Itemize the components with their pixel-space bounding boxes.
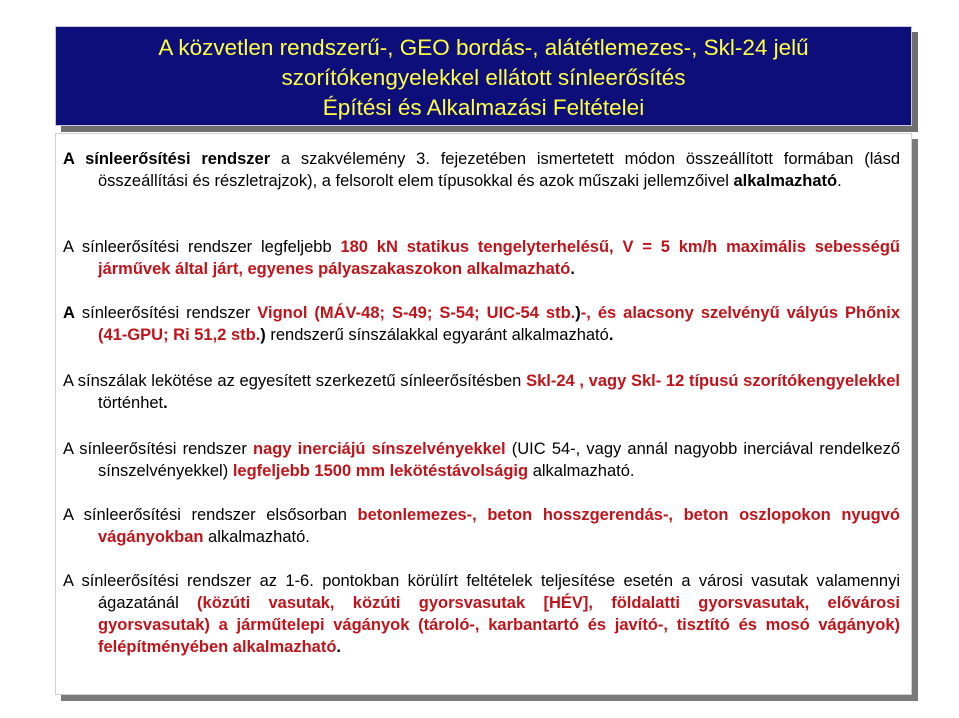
- title-line-2: szorítókengyelekkel ellátott sínleerősítés: [281, 65, 686, 90]
- p7-span-1: A sínleerősítési rendszer az 1-6. pontokban körülírt feltételek teljesítése esetén a városi vasutak valamennyi ágazatánál: [63, 572, 900, 612]
- p4-span-2: Skl-24 , vagy Skl- 12 típusú szorítókengyelekkel: [526, 372, 900, 390]
- p3-span-5: -, és alacsony szelvényű vályús Phőnix (41-GPU; Ri 51,2 stb.: [98, 304, 900, 344]
- p1-span-2: a szakvélemény 3. fejezetében ismertetett módon összeállított formában (lásd összeállítási és részletrajzok), a felsorolt elem típusokkal és azok műszaki jellemzőivel: [98, 150, 901, 190]
- p5-span-1: A sínleerősítési rendszer: [63, 440, 253, 458]
- p3-span-1: A: [63, 304, 75, 322]
- p5-span-2: nagy inerciájú sínszelvényekkel: [252, 440, 506, 458]
- p3-span-8: .: [608, 326, 614, 344]
- title-line-1: A közvetlen rendszerű-, GEO bordás-, alátétlemezes-, Skl-24 jelű: [158, 35, 809, 60]
- p1-span-3: alkalmazható: [733, 172, 838, 190]
- title-line-3: Építési és Alkalmazási Feltételei: [322, 95, 645, 120]
- p4-span-3: történhet: [98, 394, 164, 412]
- p4-span-4: .: [163, 394, 168, 412]
- paragraph-6: [63, 504, 900, 548]
- p4-span-1: A sínszálak lekötése az egyesített szerkezetű sínleerősítésben: [63, 372, 527, 390]
- p5-span-3: (UIC 54-, vagy annál nagyobb inerciával rendelkező sínszelvényekkel): [98, 440, 901, 480]
- p6-span-1: A sínleerősítési rendszer elsősorban: [63, 506, 358, 524]
- p3-span-4: ): [575, 304, 581, 322]
- p5-span-5: alkalmazható.: [528, 462, 635, 480]
- p5-span-4: legfeljebb 1500 mm lekötéstávolságig: [232, 462, 529, 480]
- p1-span-4: .: [837, 172, 842, 190]
- content-panel: [55, 133, 912, 695]
- paragraph-4: [63, 370, 900, 414]
- paragraph-5: [63, 438, 900, 482]
- p6-span-3: alkalmazható.: [203, 528, 310, 546]
- paragraph-3: [63, 302, 900, 346]
- paragraph-1: [63, 148, 900, 192]
- p2-span-1: A sínleerősítési rendszer legfeljebb: [63, 238, 341, 256]
- paragraph-7: [63, 570, 900, 658]
- p7-span-2: (közúti vasutak, közúti gyorsvasutak [HÉV], földalatti gyorsvasutak, elővárosi gyorsvasutak) a járműtelepi vágányok (tároló-, karbantartó és javító-, tisztító és mosó vágányok) felépítményében alkalmazható: [98, 594, 900, 656]
- p2-span-2: 180 kN statikus tengelyterhelésű, V = 5 km/h maximális sebességű járművek által járt, egyenes pályaszakaszokon alkalmazható: [98, 238, 900, 278]
- p3-span-6: ): [260, 326, 266, 344]
- p7-span-3: .: [336, 638, 342, 656]
- p3-span-7: rendszerű sínszálakkal egyaránt alkalmazható: [265, 326, 609, 344]
- title-banner: [55, 26, 912, 126]
- paragraph-2: [63, 236, 900, 280]
- p3-span-3: Vignol (MÁV-48; S-49; S-54; UIC-54 stb.: [257, 304, 576, 322]
- p1-span-1: A sínleerősítési rendszer: [63, 150, 271, 168]
- p2-span-3: .: [570, 260, 575, 278]
- p3-span-2: sínleerősítési rendszer: [74, 304, 258, 322]
- p6-span-2: betonlemezes-, beton hosszgerendás-, beton oszlopokon nyugvó vágányokban: [98, 506, 900, 546]
